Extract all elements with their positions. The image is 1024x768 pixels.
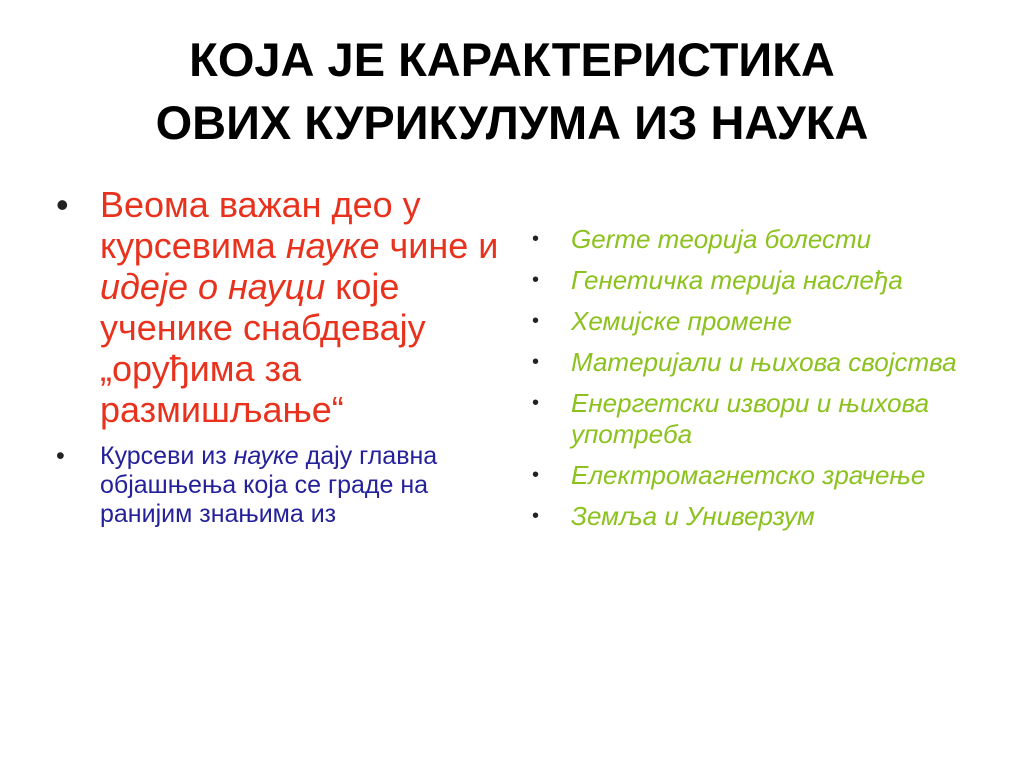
list-item-text: Хемијске промене [571, 306, 792, 336]
sub-text-italic: науке [233, 442, 299, 470]
main-text-italic-2: идеје о науци [100, 266, 326, 307]
main-text-part-5: које ученике снабдевају „оруђима за размишљање“ [100, 266, 426, 430]
list-item-text: Електромагнетско зрачење [571, 460, 926, 490]
list-item-text: Генетичка терија наслеђа [571, 265, 903, 295]
sub-bullet [56, 442, 501, 529]
list-item [532, 224, 1002, 255]
slide-title [40, 28, 984, 155]
left-column [56, 184, 501, 529]
list-item [532, 347, 1002, 378]
bullet-marker: • [532, 392, 540, 414]
main-bullet-text [100, 184, 501, 430]
title-line-2: ОВИХ КУРИКУЛУМА ИЗ НАУКА [155, 96, 869, 150]
list-item-text: Енергетски извори и њихова употреба [571, 388, 930, 449]
list-item [532, 388, 1002, 450]
list-item-text: Земља и Универзум [571, 501, 815, 531]
main-text-italic-1: науке [285, 225, 380, 266]
list-item [532, 501, 1002, 532]
list-item [532, 306, 1002, 337]
list-item [532, 460, 1002, 491]
list-item [532, 265, 1002, 296]
bullet-marker: • [56, 184, 69, 225]
title-line-1: КОЈА ЈЕ КАРАКТЕРИСТИКА [189, 33, 835, 86]
list-item-text: Материјали и њихова својства [571, 347, 957, 377]
list-item-text: Germe теорија болести [571, 224, 872, 254]
bullet-marker: • [532, 228, 540, 250]
sub-text-part-3: дају главна објашњења која се граде на ранијим знањима из [100, 442, 438, 528]
right-column-topic-list [532, 224, 1002, 542]
bullet-marker: • [532, 464, 540, 486]
bullet-marker: • [56, 442, 65, 470]
main-text-part-3: чине и [379, 225, 499, 266]
sub-text-part-1: Курсеви из [100, 442, 234, 470]
bullet-marker: • [532, 310, 540, 332]
sub-bullet-text [100, 442, 501, 529]
bullet-marker: • [532, 505, 540, 527]
bullet-marker: • [532, 351, 540, 373]
main-text-part-1: Веома важан део у курсевима [100, 184, 421, 266]
bullet-marker: • [532, 269, 540, 291]
main-bullet [56, 184, 501, 430]
